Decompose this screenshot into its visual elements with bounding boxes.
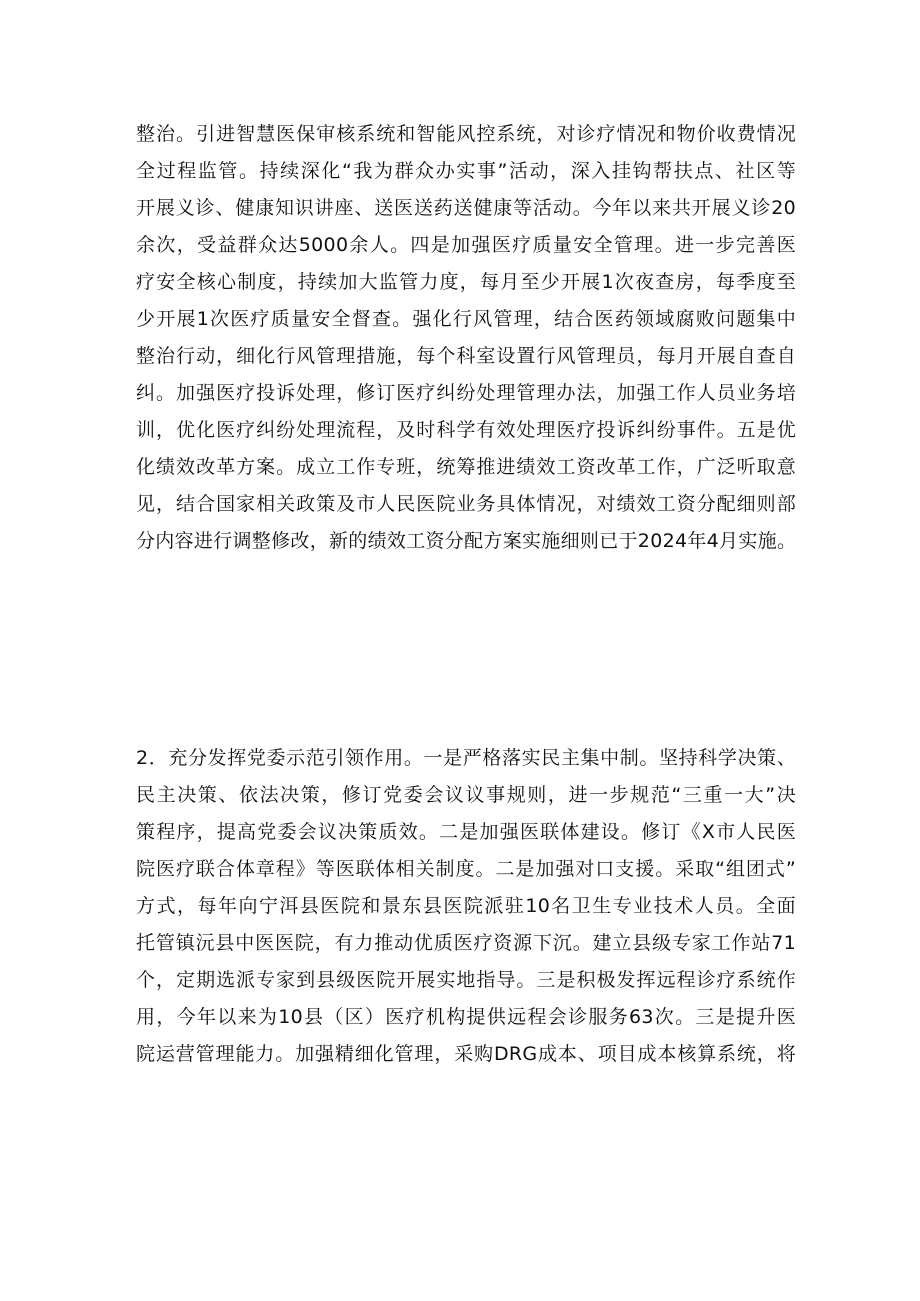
text-line: 化绩效改革方案。成立工作专班，统筹推进绩效工资改革工作，广泛听取意 — [136, 456, 796, 478]
text-line: 纠。加强医疗投诉处理，修订医疗纠纷处理管理办法，加强工作人员业务培 — [136, 382, 796, 404]
text-line: 民主决策、依法决策，修订党委会议议事规则，进一步规范“三重一大”决 — [136, 784, 796, 806]
text-line: 个，定期选派专家到县级医院开展实地指导。三是积极发挥远程诊疗系统作 — [136, 969, 796, 991]
text-line: 院医疗联合体章程》等医联体相关制度。二是加强对口支援。采取“组团式” — [136, 858, 796, 880]
text-line: 用，今年以来为10县（区）医疗机构提供远程会诊服务63次。三是提升医 — [136, 1006, 796, 1028]
text-line: 开展义诊、健康知识讲座、送医送药送健康等活动。今年以来共开展义诊20 — [136, 197, 796, 219]
text-line: 2．充分发挥党委示范引领作用。一是严格落实民主集中制。坚持科学决策、 — [136, 747, 796, 769]
text-line: 分内容进行调整修改，新的绩效工资分配方案实施细则已于2024年4月实施。 — [136, 530, 797, 552]
text-line: 方式，每年向宁洱县医院和景东县医院派驻10名卫生专业技术人员。全面 — [136, 895, 796, 917]
text-line: 全过程监管。持续深化“我为群众办实事”活动，深入挂钩帮扶点、社区等 — [136, 160, 796, 182]
text-line: 见，结合国家相关政策及市人民医院业务具体情况，对绩效工资分配细则部 — [136, 493, 796, 515]
text-line: 托管镇沅县中医医院，有力推动优质医疗资源下沉。建立县级专家工作站71 — [136, 932, 796, 954]
text-line: 整治行动，细化行风管理措施，每个科室设置行风管理员，每月开展自查自 — [136, 345, 796, 367]
paragraph-performance-reform — [136, 116, 796, 560]
text-line: 疗安全核心制度，持续加大监管力度，每月至少开展1次夜查房，每季度至 — [136, 271, 796, 293]
paragraph-party-leadership — [136, 740, 796, 1073]
text-line: 整治。引进智慧医保审核系统和智能风控系统，对诊疗情况和物价收费情况 — [136, 123, 796, 145]
text-line: 训，优化医疗纠纷处理流程，及时科学有效处理医疗投诉纠纷事件。五是优 — [136, 419, 796, 441]
text-line: 院运营管理能力。加强精细化管理，采购DRG成本、项目成本核算系统，将 — [136, 1043, 796, 1065]
text-line: 策程序，提高党委会议决策质效。二是加强医联体建设。修订《X市人民医 — [136, 821, 796, 843]
text-line: 少开展1次医疗质量安全督查。强化行风管理，结合医药领域腐败问题集中 — [136, 308, 796, 330]
text-line: 余次，受益群众达5000余人。四是加强医疗质量安全管理。进一步完善医 — [136, 234, 796, 256]
